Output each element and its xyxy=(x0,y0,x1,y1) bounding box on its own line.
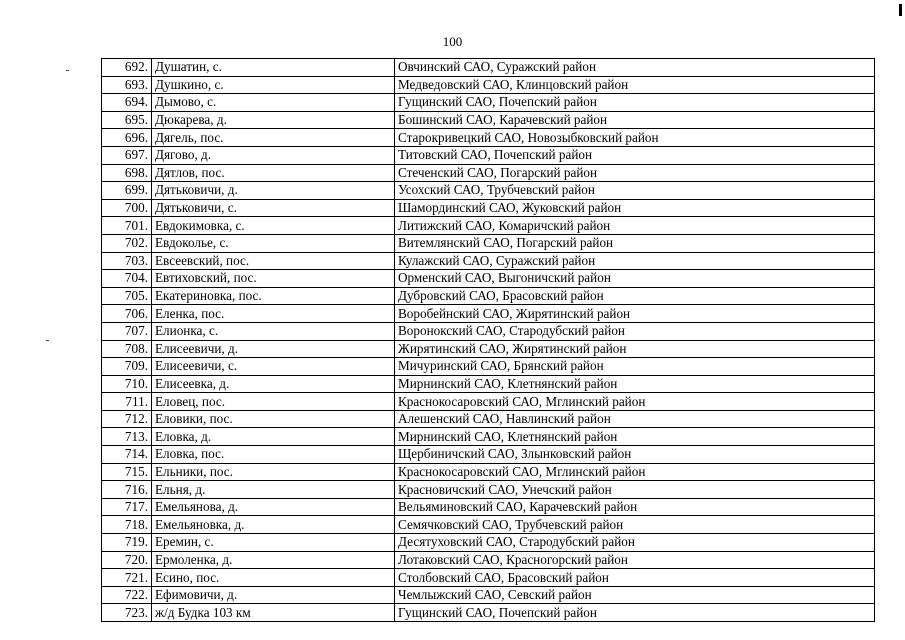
row-number: 722. xyxy=(102,586,152,604)
table-row xyxy=(102,164,875,182)
table-row xyxy=(102,358,875,376)
administrative-unit: Гущинский САО, Почепский район xyxy=(395,604,875,622)
row-number: 692. xyxy=(102,59,152,77)
administrative-unit: Усохский САО, Трубчевский район xyxy=(395,182,875,200)
table-row xyxy=(102,270,875,288)
administrative-unit: Лотаковский САО, Красногорский район xyxy=(395,551,875,569)
table-row xyxy=(102,305,875,323)
row-number: 710. xyxy=(102,375,152,393)
row-number: 699. xyxy=(102,182,152,200)
row-number: 705. xyxy=(102,287,152,305)
table-row xyxy=(102,498,875,516)
settlements-table xyxy=(101,58,875,622)
administrative-unit: Гущинский САО, Почепский район xyxy=(395,94,875,112)
settlement-name: Еловец, пос. xyxy=(152,393,395,411)
row-number: 693. xyxy=(102,76,152,94)
administrative-unit: Мичуринский САО, Брянский район xyxy=(395,358,875,376)
table-row xyxy=(102,551,875,569)
settlement-name: Есино, пос. xyxy=(152,569,395,587)
row-number: 708. xyxy=(102,340,152,358)
settlement-name: Ефимовичи, д. xyxy=(152,586,395,604)
row-number: 704. xyxy=(102,270,152,288)
administrative-unit: Семячковский САО, Трубчевский район xyxy=(395,516,875,534)
row-number: 712. xyxy=(102,410,152,428)
settlement-name: Еловка, пос. xyxy=(152,446,395,464)
settlement-name: Евтиховский, пос. xyxy=(152,270,395,288)
row-number: 714. xyxy=(102,446,152,464)
administrative-unit: Старокривецкий САО, Новозыбковский район xyxy=(395,129,875,147)
table-row xyxy=(102,393,875,411)
settlement-name: Дятлов, пос. xyxy=(152,164,395,182)
row-number: 713. xyxy=(102,428,152,446)
table-row xyxy=(102,199,875,217)
table-row xyxy=(102,252,875,270)
settlement-name: Ермоленка, д. xyxy=(152,551,395,569)
administrative-unit: Овчинский САО, Суражский район xyxy=(395,59,875,77)
administrative-unit: Краснокосаровский САО, Мглинский район xyxy=(395,463,875,481)
administrative-unit: Столбовский САО, Брасовский район xyxy=(395,569,875,587)
settlement-name: Еловка, д. xyxy=(152,428,395,446)
table-row xyxy=(102,322,875,340)
table-row xyxy=(102,428,875,446)
scan-speck xyxy=(66,70,69,71)
row-number: 707. xyxy=(102,322,152,340)
administrative-unit: Щербиничский САО, Злынковский район xyxy=(395,446,875,464)
administrative-unit: Стеченский САО, Погарский район xyxy=(395,164,875,182)
administrative-unit: Краснокосаровский САО, Мглинский район xyxy=(395,393,875,411)
administrative-unit: Десятуховский САО, Стародубский район xyxy=(395,534,875,552)
settlement-name: Дягово, д. xyxy=(152,146,395,164)
administrative-unit: Шамординский САО, Жуковский район xyxy=(395,199,875,217)
row-number: 696. xyxy=(102,129,152,147)
settlement-name: Душатин, с. xyxy=(152,59,395,77)
administrative-unit: Мирнинский САО, Клетнянский район xyxy=(395,375,875,393)
table-row xyxy=(102,217,875,235)
administrative-unit: Воробейнский САО, Жирятинский район xyxy=(395,305,875,323)
row-number: 703. xyxy=(102,252,152,270)
settlement-name: Ельня, д. xyxy=(152,481,395,499)
settlement-name: Ельники, пос. xyxy=(152,463,395,481)
settlement-name: Елисеевка, д. xyxy=(152,375,395,393)
settlement-name: Евдокимовка, с. xyxy=(152,217,395,235)
table-row xyxy=(102,111,875,129)
settlement-name: Евсеевский, пос. xyxy=(152,252,395,270)
settlement-name: Екатериновка, пос. xyxy=(152,287,395,305)
row-number: 721. xyxy=(102,569,152,587)
administrative-unit: Алешенский САО, Навлинский район xyxy=(395,410,875,428)
administrative-unit: Бошинский САО, Карачевский район xyxy=(395,111,875,129)
table-row xyxy=(102,59,875,77)
settlement-name: Еленка, пос. xyxy=(152,305,395,323)
settlement-name: Еловики, пос. xyxy=(152,410,395,428)
administrative-unit: Воронокский САО, Стародубский район xyxy=(395,322,875,340)
administrative-unit: Кулажский САО, Суражский район xyxy=(395,252,875,270)
administrative-unit: Жирятинский САО, Жирятинский район xyxy=(395,340,875,358)
administrative-unit: Мирнинский САО, Клетнянский район xyxy=(395,428,875,446)
settlement-name: Емельяновка, д. xyxy=(152,516,395,534)
settlement-name: Дягель, пос. xyxy=(152,129,395,147)
row-number: 695. xyxy=(102,111,152,129)
settlement-name: Дятьковичи, д. xyxy=(152,182,395,200)
settlement-name: Евдоколье, с. xyxy=(152,234,395,252)
settlement-name: Елионка, с. xyxy=(152,322,395,340)
table-row xyxy=(102,604,875,622)
settlement-name: Елисеевичи, с. xyxy=(152,358,395,376)
scan-edge-mark xyxy=(899,4,902,16)
administrative-unit: Дубровский САО, Брасовский район xyxy=(395,287,875,305)
settlement-name: ж/д Будка 103 км xyxy=(152,604,395,622)
row-number: 719. xyxy=(102,534,152,552)
table-row xyxy=(102,375,875,393)
row-number: 715. xyxy=(102,463,152,481)
administrative-unit: Титовский САО, Почепский район xyxy=(395,146,875,164)
table-row xyxy=(102,569,875,587)
settlement-name: Еремин, с. xyxy=(152,534,395,552)
row-number: 718. xyxy=(102,516,152,534)
settlement-name: Дятьковичи, с. xyxy=(152,199,395,217)
table-row xyxy=(102,481,875,499)
row-number: 702. xyxy=(102,234,152,252)
table-row xyxy=(102,94,875,112)
row-number: 711. xyxy=(102,393,152,411)
row-number: 694. xyxy=(102,94,152,112)
administrative-unit: Литижский САО, Комаричский район xyxy=(395,217,875,235)
table-row xyxy=(102,586,875,604)
settlement-name: Елисеевичи, д. xyxy=(152,340,395,358)
administrative-unit: Вельяминовский САО, Карачевский район xyxy=(395,498,875,516)
settlement-name: Душкино, с. xyxy=(152,76,395,94)
row-number: 698. xyxy=(102,164,152,182)
administrative-unit: Медведовский САО, Клинцовский район xyxy=(395,76,875,94)
settlement-name: Дюкарева, д. xyxy=(152,111,395,129)
row-number: 709. xyxy=(102,358,152,376)
row-number: 697. xyxy=(102,146,152,164)
row-number: 700. xyxy=(102,199,152,217)
table-row xyxy=(102,463,875,481)
settlement-name: Дымово, с. xyxy=(152,94,395,112)
page-number: 100 xyxy=(442,34,463,49)
administrative-unit: Красновичский САО, Унечский район xyxy=(395,481,875,499)
table-row xyxy=(102,446,875,464)
scan-speck xyxy=(46,340,49,341)
administrative-unit: Витемлянский САО, Погарский район xyxy=(395,234,875,252)
table-row xyxy=(102,534,875,552)
table-row xyxy=(102,76,875,94)
table-row xyxy=(102,410,875,428)
row-number: 716. xyxy=(102,481,152,499)
table-row xyxy=(102,129,875,147)
row-number: 706. xyxy=(102,305,152,323)
table-row xyxy=(102,287,875,305)
row-number: 701. xyxy=(102,217,152,235)
row-number: 723. xyxy=(102,604,152,622)
table-row xyxy=(102,182,875,200)
table-row xyxy=(102,146,875,164)
administrative-unit: Орменский САО, Выгоничский район xyxy=(395,270,875,288)
table-row xyxy=(102,516,875,534)
administrative-unit: Чемлыжский САО, Севский район xyxy=(395,586,875,604)
settlements-table-body xyxy=(102,59,875,622)
table-row xyxy=(102,234,875,252)
row-number: 720. xyxy=(102,551,152,569)
row-number: 717. xyxy=(102,498,152,516)
settlement-name: Емельянова, д. xyxy=(152,498,395,516)
table-row xyxy=(102,340,875,358)
